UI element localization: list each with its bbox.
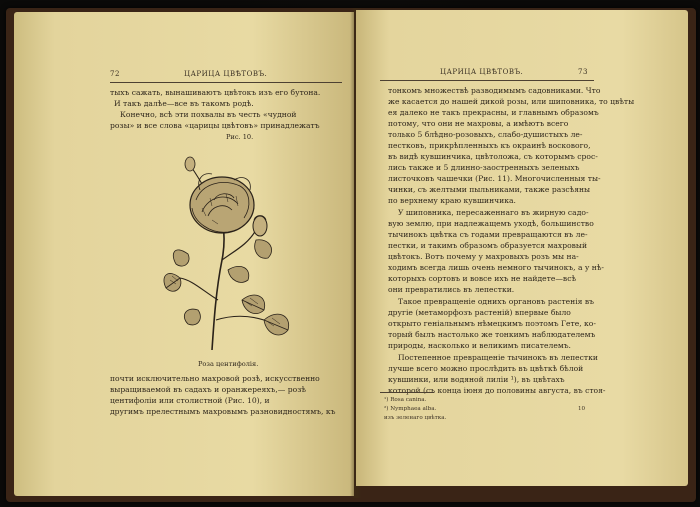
text-line: кувшинки, или водяной лиліи ¹), въ цвѣтахъ [388, 375, 565, 384]
text-line: Постепенное превращеніе тычинокъ въ лепестки [398, 353, 598, 362]
figure-label: Рис. 10. [226, 133, 254, 141]
text-line: они превратились въ лепестки. [388, 285, 515, 294]
footnote: ¹) Rosa canina. [384, 397, 427, 403]
text-line: выращиваемой въ садахъ и оранжереяхъ,— розѣ [110, 385, 306, 394]
right-page [356, 10, 688, 486]
text-line: другимъ прелестнымъ махровымъ разновидностямъ, къ [110, 407, 336, 416]
footnote: изъ зеленаго цвѣтка. [384, 415, 447, 421]
text-line: которыхъ сортовъ и вовсе ихъ не найдете—всѣ [388, 274, 577, 283]
text-line: У шиповника, пересаженнаго въ жирную садо- [398, 208, 589, 217]
text-line: потому, что они не махровы, а имѣютъ всего [388, 119, 569, 128]
signature-mark: 10 [578, 406, 586, 412]
text-line: которой (съ конца іюня до половины августа, въ стоя- [388, 386, 606, 395]
left-head-rule [110, 82, 342, 83]
text-line: почти исключительно махровой розѣ, искусственно [110, 374, 320, 383]
rose-engraving [152, 150, 302, 355]
text-line: другіе (метаморфозъ растеній) впервые было [388, 308, 571, 317]
text-line: въ видѣ кувшинчика, цвѣтоложа, съ которымъ срос- [388, 152, 598, 161]
text-line: цвѣтокъ. Вотъ почему у махровыхъ розъ мы на- [388, 252, 579, 261]
text-line: пестковъ, прикрѣпленныхъ къ окраинѣ воскового, [388, 141, 591, 150]
text-line: центифоліи или столистной (Рис. 10), и [110, 396, 270, 405]
text-line: тычинокъ цвѣтка съ годами превращаются въ ле- [388, 230, 588, 239]
text-line: тонкомъ множествѣ разводимымъ садовниками. Что [388, 86, 601, 95]
text-line: торый былъ настолько же тонкимъ наблюдателемъ [388, 330, 596, 339]
right-page-number: 73 [578, 68, 588, 76]
text-line: розы» и все слова «царицы цвѣтовъ» принадлежатъ [110, 121, 320, 130]
text-line: открыто геніальнымъ нѣмецкимъ поэтомъ Гете, ко- [388, 319, 596, 328]
text-line: ея далеко не такъ прекрасны, и главнымъ образомъ [388, 108, 599, 117]
text-line: природы, насколько и великимъ писателемъ. [388, 341, 571, 350]
left-running-head: ЦАРИЦА ЦВѢТОВЪ. [184, 70, 268, 78]
left-page [14, 12, 354, 496]
footnote-rule [380, 392, 434, 393]
text-line: же касается до нашей дикой розы, или шиповника, то цвѣты [388, 97, 635, 106]
footnote: ²) Nymphaea alba. [384, 406, 437, 412]
text-line: тыхъ сажать, вынашиваютъ цвѣтокъ изъ его бутона. [110, 88, 321, 97]
text-line: листочковъ чашечки (Рис. 11). Многочисленныя ты- [388, 174, 601, 183]
right-head-rule [380, 80, 594, 81]
text-line: только 5 блѣдно-розовыхъ, слабо-душистыхъ ле- [388, 130, 583, 139]
text-line: Такое превращеніе однихъ органовъ растенія въ [398, 297, 594, 306]
right-running-head: ЦАРИЦА ЦВѢТОВЪ. [440, 68, 524, 76]
text-line: по верхнему краю кувшинчика. [388, 196, 516, 205]
text-line: чинки, съ желтыми пыльниками, также разсѣяны [388, 185, 591, 194]
text-line: Конечно, всѣ эти похвалы въ честь «чудной [120, 110, 297, 119]
text-line: вую землю, при надлежащемъ уходѣ, большинство [388, 219, 594, 228]
text-line: пестки, и такимъ образомъ образуется махровый [388, 241, 588, 250]
text-line: лись также и 5 длинно-заостренныхъ зеленыхъ [388, 163, 580, 172]
text-line: лучше всего можно прослѣдить въ цвѣткѣ бѣлой [388, 364, 584, 373]
figure-caption: Роза центифолія. [198, 360, 259, 368]
text-line: И такъ далѣе—все въ такомъ родѣ. [114, 99, 254, 108]
left-page-number: 72 [110, 70, 120, 78]
text-line: ходимъ всегда лишь очень немного тычинокъ, а у нѣ- [388, 263, 605, 272]
